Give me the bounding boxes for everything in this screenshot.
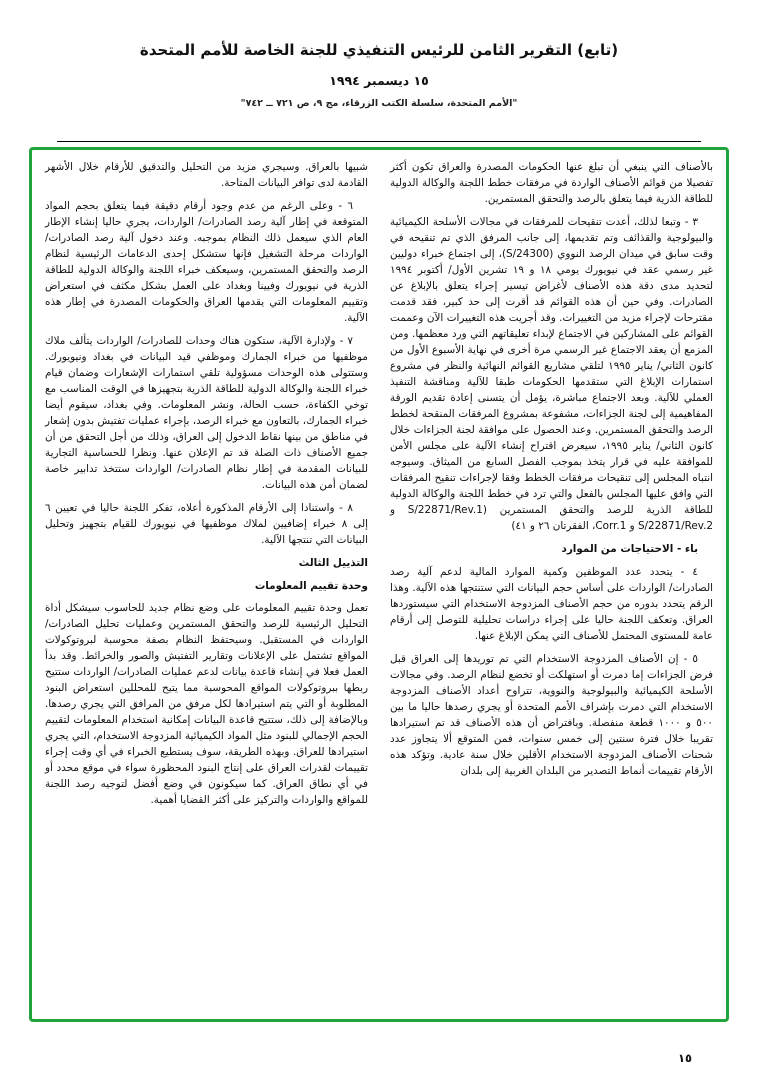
paragraph: ٦ - وعلى الرغم من عدم وجود أرقام دقيقة فيما يتعلق بحجم المواد المتوقعة في إطار آلية رصد الصادرات/ الواردات، يجري حاليا إنشاء الإطار العام الذي سيعمل ذلك النظام بموجبه. وعند دخول آلية رصد الصادرات/ الواردات مرحلة التشغيل فإنها ستشكل إحدى الدعامات الرئيسية لنظام الرصد والتحقق المستمرين، وسيعكف خبراء اللجنة والوكالة الدولية للطاقة الذرية في نيويورك وفيينا وبغداد على العمل بشكل مكثف في استعراض وتقييم المعلومات التي يقدمها العراق والحكومات المصدرة في إطار هذه الآلية.: [45, 200, 368, 324]
paragraph: ٣ - وتبعا لذلك، أعدت تنقيحات للمرفقات في مجالات الأسلحة الكيميائية والبيولوجية والقذائف وتم تقديمها، إلى جانب المرفق الذي تم تنقيحه في وقت سابق في ميدان الرصد النووي (S/24300)، إلى اجتماع خبراء دوليين غير رسمي عقد في نيويورك يومي ١٨ و ١٩ تشرين الأول/ أكتوبر ١٩٩٤ لتحديد مدى دقة هذه الأصناف لأغراض تيسير إجراء يتعلق بالإبلاغ عن الصادرات. وفي حين أن هذه القوائم قد أقرت إلى حد كبير، فقد قدمت مقترحات لإجراء مزيد من التغييرات. وقد أجريت هذه التغييرات الآن وعممت القوائم على المشاركين في الاجتماع لإبداء تعليقاتهم التي ورد معظمها. ومن المزمع أن يعقد الاجتماع غير الرسمي مرة أخرى في نهاية الأسبوع الأول من كانون الثاني/ يناير ١٩٩٥ لتلقي مشاريع القوائم النهائية والنظر في مشروع استمارات الإبلاغ التي ستقدمها الحكومات طبقا للآلية ومناقشة التنفيذ العملي للآلية. وبعد الاجتماع مباشرة، يؤمل أن يتسنى إعادة تقديم الورقة المفاهيمية إلى لجنة الجزاءات، مشفوعة بمشروع المرفقات المنقحة لخطط الرصد والتحقق المستمرين. وعند الحصول على موافقة لجنة الجزاءات خلال كانون الثاني/ يناير ١٩٩٥، سيعرض اقتراح إنشاء الآلية على مجلس الأمن للموافقة عليه في قرار يتخذ بموجب الفصل السابع من الميثاق. وسيوجه انتباه المجلس إلى تنقيحات مرفقات الخطط وفقا لإجراءات تنقيح المرفقات التي وافق عليها المجلس بالفعل والتي ترد في خطط اللجنة والوكالة الدولية للطاقة الذرية للرصد والتحقق المستمرين (S/22871/Rev.1 و S/22871/Rev.2 و Corr.1، الفقرتان ٢٦ و ٤١): [390, 216, 713, 532]
section-heading: وحدة تقييم المعلومات: [254, 580, 368, 592]
document-date: ١٥ ديسمبر ١٩٩٤: [329, 73, 429, 89]
paragraph: بالأصناف التي ينبغي أن تبلغ عنها الحكومات المصدرة والعراق تكون أكثر تفصيلا من قوائم الأصناف الواردة في مرفقات خطط اللجنة والوكالة الدولية للطاقة الذرية فيما يتعلق بالرصد والتحقق المستمرين.: [390, 161, 713, 205]
document-header: [0, 40, 758, 109]
paragraph: شبيها بالعراق. وسيجري مزيد من التحليل والتدقيق للأرقام خلال الأشهر القادمة لدى توافر البيانات المتاحة.: [45, 161, 368, 189]
paragraph: ٤ - يتحدد عدد الموظفين وكمية الموارد المالية لدعم آلية رصد الصادرات/ الواردات على أساس حجم البيانات التي ستنتجها هذه الآلية. وهذا الرقم يتحدد بدوره من حجم الأصناف المزدوجة الاستخدام التي سيستوردها العراق. وتعكف اللجنة حاليا على إجراء دراسات تحليلية للتوصل إلى أرقام عامة للمستوى المحتمل للأصناف التي يمكن الإبلاغ عنها.: [390, 566, 713, 642]
paragraph: ٨ - واستنادا إلى الأرقام المذكورة أعلاه، تفكر اللجنة حاليا في تعيين ٦ إلى ٨ خبراء إضافيين لملاك موظفيها في نيويورك للقيام بتجهيز وتحليل البيانات التي تنتجها الآلية.: [45, 502, 368, 546]
paragraph: تعمل وحدة تقييم المعلومات على وضع نظام جديد للحاسوب سيشكل أداة التحليل الرئيسية للرصد والتحقق المستمرين وعمليات تحليل الصادرات/ الواردات في المستقبل. وسيحتفظ النظام بصفة محوسبة لبروتوكولات المواقع تشتمل على الإعلانات وتقارير التفتيش والصور والخرائط. وقد بدأ العمل فعلا في إنشاء قاعدة بيانات لدعم عمليات الصادرات/ الواردات ستتيح ربطها ببروتوكولات المواقع المحوسبة مما يتيح للمحللين استعراض البنود المطلوبة أو التي يتم استيرادها لكل مرفق من المرافق التي يجري رصدها. وبالإضافة إلى ذلك، ستتيح قاعدة البيانات إمكانية استخدام المعلومات لتقييم الحجم الإجمالي للبنود مثل المواد الكيميائية المزدوجة الاستخدام، التي يجري استيرادها للعراق. وبهذه الطريقة، سوف يستطيع الخبراء في أي وقت إجراء تقييمات لقدرات العراق على إنتاج البنود المحظورة سواء في موقع محدد أو في أي نطاق العراق. كما سيكونون في وضع أفضل لتوجيه رصد اللجنة للمواقع والواردات والتركيز على أكثر القضايا أهمية.: [45, 602, 368, 806]
content-box: [29, 147, 729, 1022]
column-right: [390, 159, 713, 1010]
document-title: (تابع) التقرير الثامن للرئيس التنفيذي للجنة الخاصة للأمم المتحدة: [139, 41, 619, 59]
paragraph: ٧ - ولإدارة الآلية، ستكون هناك وحدات للصادرات/ الواردات يتألف ملاك موظفيها من خبراء الجمارك وموظفي قيد البيانات في بغداد ونيويورك. وستتولى هذه الوحدات مسؤولية تلقي استمارات الإشعارات وضمان قيام خبراء اللجنة والوكالة الدولية للطاقة الذرية بتجهيزها في الوقت المناسب مع توخي الكفاءة، حسب الحالة، ونشر المعلومات. وفي بغداد، سيقوم أيضا خبراء الجمارك، بالتعاون مع خبراء الرصد، بإجراء عمليات تفتيش بدون إشعار في مناطق من بينها نقاط الدخول إلى العراق، وذلك من أجل التحقق من أن جميع الأصناف ذات الصلة قد تم الإعلان عنها. ونظرا للحساسية التجارية للبيانات المقدمة في إطار نظام الصادرات/ الواردات ستتخذ تدابير خاصة لضمان أمن هذه البيانات.: [45, 335, 368, 491]
page-number: ١٥: [677, 1051, 692, 1065]
section-heading: باء - الاحتياجات من الموارد: [561, 543, 698, 555]
section-heading: التذييل الثالث: [298, 557, 368, 569]
column-left: [45, 159, 368, 1010]
paragraph: ٥ - إن الأصناف المزدوجة الاستخدام التي تم توريدها إلى العراق قبل فرض الجزاءات إما دمرت أو استهلكت أو تخضع لنظام الرصد. وفي مجالات الأسلحة الكيميائية والبيولوجية والنووية، تتراوح أعداد الأصناف المزدوجة الاستخدام التي دمرت بإشراف الأمم المتحدة أو يجري رصدها حاليا ما بين ٥٠٠ و ١٠٠٠ قطعة منفصلة. وبافتراض أن هذه الأصناف قد تم استيرادها تقريبا خلال فترة سنتين إلى خمس سنوات، فمن المتوقع ألا يتجاوز عدد شحنات الأصناف المزدوجة الاستخدام الأقلين خلال سنة عادية. وتؤكد هذه الأرقام تقييمات أنماط التصدير من البلدان الغربية إلى بلدان: [390, 653, 714, 777]
header-divider: [57, 141, 701, 142]
document-citation: "الأمم المتحدة، سلسلة الكتب الزرقاء، مج ٩، ص ٧٢١ ــ ٧٤٢": [240, 98, 518, 110]
